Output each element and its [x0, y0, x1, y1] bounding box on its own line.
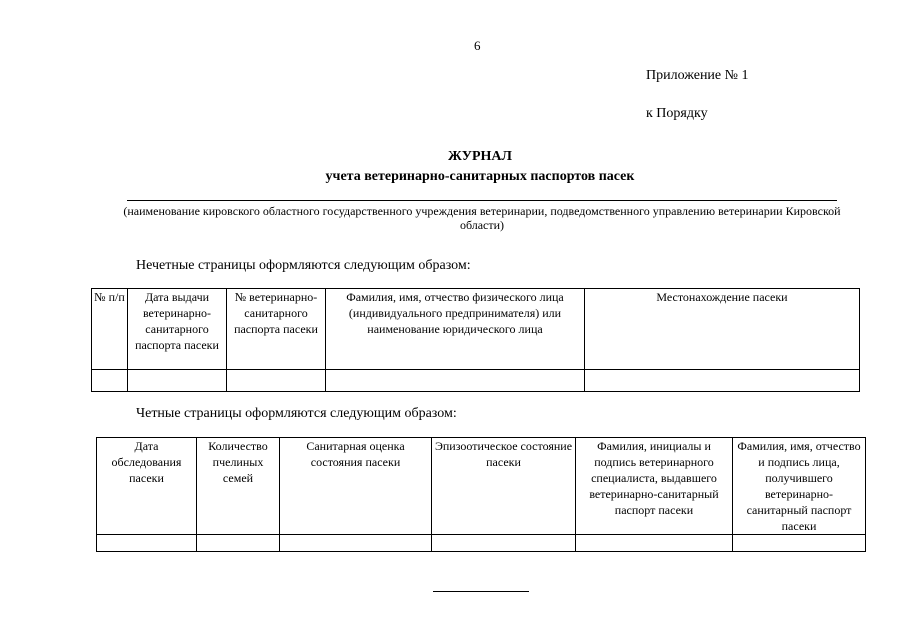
page-number: 6	[474, 38, 481, 53]
footer-divider	[433, 591, 529, 592]
table-cell	[92, 370, 128, 392]
table-cell	[733, 535, 866, 552]
column-header-number: № п/п	[92, 289, 128, 370]
column-header-issuing-specialist: Фамилия, инициалы и подпись ветеринарного специалиста, выдавшего ветеринарно-санитарный паспорт пасеки	[576, 438, 733, 535]
table-cell	[432, 535, 576, 552]
even-pages-table	[96, 437, 866, 552]
table-cell	[227, 370, 326, 392]
column-header-recipient: Фамилия, имя, отчество и подпись лица, получившего ветеринарно-санитарный паспорт пасеки	[733, 438, 866, 535]
even-table-header-row	[97, 438, 866, 535]
odd-pages-label: Нечетные страницы оформляются следующим образом:	[136, 258, 471, 273]
table-cell	[197, 535, 280, 552]
odd-table-header-row	[92, 289, 860, 370]
table-cell	[326, 370, 585, 392]
table-cell	[585, 370, 860, 392]
column-header-issue-date: Дата выдачи ветеринарно-санитарного паспорта пасеки	[128, 289, 227, 370]
column-header-passport-number: № ветеринарно-санитарного паспорта пасеки	[227, 289, 326, 370]
column-header-apiary-location: Местонахождение пасеки	[585, 289, 860, 370]
even-pages-label: Четные страницы оформляются следующим образом:	[136, 406, 457, 421]
appendix-label: Приложение № 1	[646, 68, 749, 83]
table-row	[97, 535, 866, 552]
order-label: к Порядку	[646, 106, 708, 121]
column-header-sanitary-assessment: Санитарная оценка состояния пасеки	[280, 438, 432, 535]
column-header-bee-colonies: Количество пчелиных семей	[197, 438, 280, 535]
document-subtitle: учета ветеринарно-санитарных паспортов пасек	[325, 169, 635, 184]
organization-blank-line	[127, 200, 837, 201]
column-header-epizootic-status: Эпизоотическое состояние пасеки	[432, 438, 576, 535]
table-cell	[576, 535, 733, 552]
table-cell	[128, 370, 227, 392]
organization-caption: (наименование кировского областного государственного учреждения ветеринарии, подведомственного управлению ветеринарии Кировской области)	[123, 204, 841, 232]
table-cell	[97, 535, 197, 552]
document-title: ЖУРНАЛ	[448, 149, 512, 164]
column-header-inspection-date: Дата обследования пасеки	[97, 438, 197, 535]
odd-pages-table	[91, 288, 860, 392]
column-header-owner-name: Фамилия, имя, отчество физического лица (индивидуального предпринимателя) или наименование юридического лица	[326, 289, 585, 370]
table-cell	[280, 535, 432, 552]
table-row	[92, 370, 860, 392]
